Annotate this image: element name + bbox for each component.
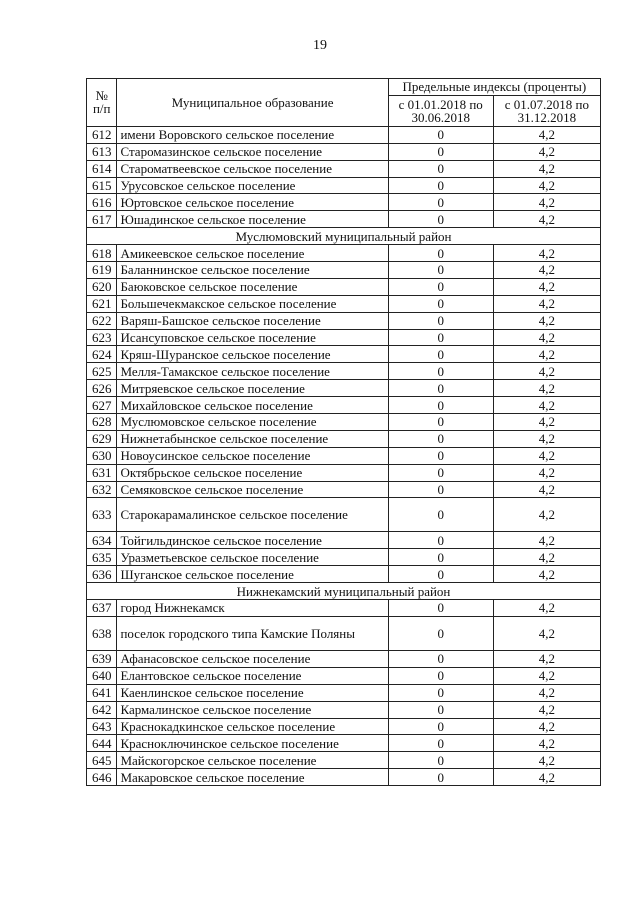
index-period-2: 4,2	[493, 346, 600, 363]
district-header-row	[87, 228, 601, 245]
index-period-2: 4,2	[493, 329, 600, 346]
row-number: 632	[87, 481, 117, 498]
municipality-name: Макаровское сельское поселение	[117, 769, 388, 786]
row-number: 615	[87, 177, 117, 194]
row-number: 644	[87, 735, 117, 752]
municipality-name: Исансуповское сельское поселение	[117, 329, 388, 346]
index-period-1: 0	[388, 684, 493, 701]
index-period-1: 0	[388, 414, 493, 431]
index-period-2: 4,2	[493, 735, 600, 752]
table-row	[87, 414, 601, 431]
row-number: 617	[87, 211, 117, 228]
row-number: 636	[87, 566, 117, 583]
table-row	[87, 160, 601, 177]
table-row	[87, 278, 601, 295]
table-row	[87, 498, 601, 532]
index-period-1: 0	[388, 177, 493, 194]
row-number: 633	[87, 498, 117, 532]
index-period-2: 4,2	[493, 752, 600, 769]
index-period-1: 0	[388, 211, 493, 228]
row-number: 646	[87, 769, 117, 786]
municipality-name: Мелля-Тамакское сельское поселение	[117, 363, 388, 380]
index-period-2: 4,2	[493, 600, 600, 617]
table-row	[87, 701, 601, 718]
table-row	[87, 600, 601, 617]
row-number: 626	[87, 380, 117, 397]
row-number: 621	[87, 295, 117, 312]
index-period-1: 0	[388, 650, 493, 667]
page-number: 19	[313, 38, 327, 53]
table-row	[87, 397, 601, 414]
municipality-name: Михайловское сельское поселение	[117, 397, 388, 414]
table-row	[87, 245, 601, 262]
index-period-1: 0	[388, 616, 493, 650]
district-name: Нижнекамский муниципальный район	[87, 583, 601, 600]
table-row	[87, 566, 601, 583]
header-period-2: с 01.07.2018 по 31.12.2018	[493, 95, 600, 126]
header-period-1: с 01.01.2018 по 30.06.2018	[388, 95, 493, 126]
table-row	[87, 430, 601, 447]
row-number: 631	[87, 464, 117, 481]
index-period-2: 4,2	[493, 245, 600, 262]
index-period-2: 4,2	[493, 718, 600, 735]
table-row	[87, 752, 601, 769]
table-row	[87, 481, 601, 498]
municipality-name: Муслюмовское сельское поселение	[117, 414, 388, 431]
index-period-2: 4,2	[493, 684, 600, 701]
index-period-2: 4,2	[493, 160, 600, 177]
table-row	[87, 211, 601, 228]
municipality-name: Уразметьевское сельское поселение	[117, 549, 388, 566]
index-period-1: 0	[388, 160, 493, 177]
row-number: 640	[87, 667, 117, 684]
index-period-1: 0	[388, 329, 493, 346]
municipality-name: Амикеевское сельское поселение	[117, 245, 388, 262]
index-period-2: 4,2	[493, 414, 600, 431]
table-row	[87, 650, 601, 667]
index-period-2: 4,2	[493, 769, 600, 786]
municipality-name: Семяковское сельское поселение	[117, 481, 388, 498]
index-period-1: 0	[388, 363, 493, 380]
index-period-1: 0	[388, 397, 493, 414]
table-row	[87, 718, 601, 735]
municipality-name: поселок городского типа Камские Поляны	[117, 616, 388, 650]
index-period-1: 0	[388, 769, 493, 786]
municipality-name: Митряевское сельское поселение	[117, 380, 388, 397]
index-period-2: 4,2	[493, 566, 600, 583]
index-period-1: 0	[388, 278, 493, 295]
index-period-2: 4,2	[493, 126, 600, 143]
index-period-2: 4,2	[493, 211, 600, 228]
row-number: 641	[87, 684, 117, 701]
table-row	[87, 380, 601, 397]
index-period-2: 4,2	[493, 616, 600, 650]
table-row	[87, 262, 601, 279]
index-period-2: 4,2	[493, 194, 600, 211]
row-number: 635	[87, 549, 117, 566]
municipality-name: Каенлинское сельское поселение	[117, 684, 388, 701]
municipality-name: Большечекмакское сельское поселение	[117, 295, 388, 312]
row-number: 624	[87, 346, 117, 363]
index-period-2: 4,2	[493, 278, 600, 295]
table-row	[87, 346, 601, 363]
row-number: 613	[87, 143, 117, 160]
index-period-1: 0	[388, 464, 493, 481]
table-row	[87, 616, 601, 650]
row-number: 630	[87, 447, 117, 464]
row-number: 620	[87, 278, 117, 295]
index-period-1: 0	[388, 481, 493, 498]
table-row	[87, 667, 601, 684]
index-period-1: 0	[388, 143, 493, 160]
indices-table	[86, 78, 601, 786]
row-number: 642	[87, 701, 117, 718]
index-period-1: 0	[388, 566, 493, 583]
index-period-2: 4,2	[493, 464, 600, 481]
index-period-1: 0	[388, 380, 493, 397]
index-period-2: 4,2	[493, 143, 600, 160]
row-number: 618	[87, 245, 117, 262]
index-period-1: 0	[388, 735, 493, 752]
table-row	[87, 295, 601, 312]
municipality-name: Шуганское сельское поселение	[117, 566, 388, 583]
index-period-1: 0	[388, 600, 493, 617]
row-number: 627	[87, 397, 117, 414]
index-period-1: 0	[388, 532, 493, 549]
table-row	[87, 735, 601, 752]
index-period-1: 0	[388, 549, 493, 566]
municipality-name: Краснокадкинское сельское поселение	[117, 718, 388, 735]
table-row	[87, 363, 601, 380]
index-period-1: 0	[388, 126, 493, 143]
index-period-1: 0	[388, 295, 493, 312]
index-period-2: 4,2	[493, 262, 600, 279]
municipality-name: Старомазинское сельское поселение	[117, 143, 388, 160]
municipality-name: Красноключинское сельское поселение	[117, 735, 388, 752]
index-period-1: 0	[388, 312, 493, 329]
municipality-name: Тойгильдинское сельское поселение	[117, 532, 388, 549]
district-name: Муслюмовский муниципальный район	[87, 228, 601, 245]
index-period-2: 4,2	[493, 312, 600, 329]
municipality-name: Елантовское сельское поселение	[117, 667, 388, 684]
header-municipality: Муниципальное образование	[117, 79, 388, 127]
municipality-name: Майскогорское сельское поселение	[117, 752, 388, 769]
municipality-name: Новоусинское сельское поселение	[117, 447, 388, 464]
row-number: 628	[87, 414, 117, 431]
index-period-2: 4,2	[493, 650, 600, 667]
index-period-2: 4,2	[493, 701, 600, 718]
table-row	[87, 532, 601, 549]
municipality-name: Юртовское сельское поселение	[117, 194, 388, 211]
index-period-2: 4,2	[493, 380, 600, 397]
index-period-1: 0	[388, 667, 493, 684]
index-period-1: 0	[388, 346, 493, 363]
index-period-1: 0	[388, 752, 493, 769]
table-header	[87, 79, 601, 127]
table-row	[87, 769, 601, 786]
header-limit-indices: Предельные индексы (проценты)	[388, 79, 600, 96]
row-number: 629	[87, 430, 117, 447]
municipality-name: Нижнетабынское сельское поселение	[117, 430, 388, 447]
index-period-2: 4,2	[493, 667, 600, 684]
index-period-2: 4,2	[493, 295, 600, 312]
table-body	[87, 126, 601, 785]
municipality-name: Октябрьское сельское поселение	[117, 464, 388, 481]
index-period-2: 4,2	[493, 430, 600, 447]
index-period-1: 0	[388, 430, 493, 447]
municipality-name: Баюковское сельское поселение	[117, 278, 388, 295]
municipality-name: Старокарамалинское сельское поселение	[117, 498, 388, 532]
municipality-name: Афанасовское сельское поселение	[117, 650, 388, 667]
row-number: 634	[87, 532, 117, 549]
index-period-1: 0	[388, 701, 493, 718]
index-period-2: 4,2	[493, 498, 600, 532]
table-row	[87, 177, 601, 194]
header-number: № п/п	[87, 79, 117, 127]
row-number: 619	[87, 262, 117, 279]
municipality-name: Староматвеевское сельское поселение	[117, 160, 388, 177]
municipality-name: Урусовское сельское поселение	[117, 177, 388, 194]
index-period-1: 0	[388, 262, 493, 279]
table-row	[87, 549, 601, 566]
table-row	[87, 194, 601, 211]
row-number: 637	[87, 600, 117, 617]
municipality-name: город Нижнекамск	[117, 600, 388, 617]
index-period-2: 4,2	[493, 363, 600, 380]
table-row	[87, 143, 601, 160]
index-period-1: 0	[388, 498, 493, 532]
row-number: 638	[87, 616, 117, 650]
index-period-2: 4,2	[493, 549, 600, 566]
index-period-2: 4,2	[493, 397, 600, 414]
table-row	[87, 126, 601, 143]
municipality-name: Юшадинское сельское поселение	[117, 211, 388, 228]
index-period-2: 4,2	[493, 447, 600, 464]
index-period-1: 0	[388, 718, 493, 735]
row-number: 622	[87, 312, 117, 329]
row-number: 625	[87, 363, 117, 380]
row-number: 643	[87, 718, 117, 735]
row-number: 612	[87, 126, 117, 143]
municipality-name: Баланнинское сельское поселение	[117, 262, 388, 279]
table-row	[87, 329, 601, 346]
table-row	[87, 312, 601, 329]
index-period-2: 4,2	[493, 177, 600, 194]
municipality-name: Кармалинское сельское поселение	[117, 701, 388, 718]
row-number: 614	[87, 160, 117, 177]
row-number: 623	[87, 329, 117, 346]
index-period-2: 4,2	[493, 481, 600, 498]
table-row	[87, 464, 601, 481]
row-number: 645	[87, 752, 117, 769]
table-row	[87, 684, 601, 701]
municipality-name: имени Воровского сельское поселение	[117, 126, 388, 143]
district-header-row	[87, 583, 601, 600]
row-number: 639	[87, 650, 117, 667]
index-period-1: 0	[388, 194, 493, 211]
row-number: 616	[87, 194, 117, 211]
index-period-1: 0	[388, 245, 493, 262]
municipality-name: Варяш-Башское сельское поселение	[117, 312, 388, 329]
index-period-1: 0	[388, 447, 493, 464]
table-row	[87, 447, 601, 464]
municipality-name: Кряш-Шуранское сельское поселение	[117, 346, 388, 363]
index-period-2: 4,2	[493, 532, 600, 549]
